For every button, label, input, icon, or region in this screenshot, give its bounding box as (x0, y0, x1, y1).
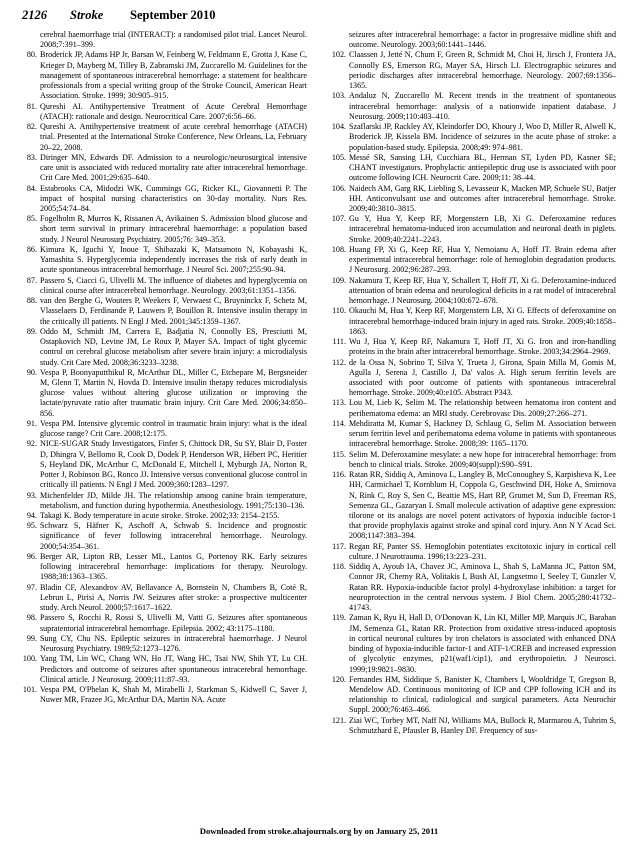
reference-number: 93. (26, 490, 37, 500)
reference-text: Passero S, Rocchi R, Rossi S, Ulivelli M, Vatti G. Seizures after spontaneous supratentorial intracerebral hemorrhage. Epilepsia. 2002; 43:1175–1180. (40, 613, 307, 633)
reference-text: Fogelholm R, Murros K, Rissanen A, Avikainen S. Admission blood glucose and short term survival in primary intracerebral haemorrhage: a population based study. J Neurol Neurosurg Psychiatry. 2005;76: 349–353. (40, 214, 307, 244)
reference-entry (331, 50, 616, 91)
reference-text: Szaflarski JP, Rackley AY, Kleindorfer DO, Khoury J, Woo D, Miller R, Alwell K, Broderick JP, Kissela BM. Incidence of seizures in the acute phase of stroke: a population-based study. Epilepsia. 2008;49: 974–981. (349, 122, 616, 152)
reference-text: Vespa PM. Intensive glycemic control in traumatic brain injury: what is the ideal glucose range? Crit Care. 2008;12:175. (40, 418, 307, 439)
reference-text: Ziai WC, Torbey MT, Naff NJ, Williams MA, Bullock R, Marmarou A, Tuhrim S, Schmutzhard E, Pfausler B, Hanley DF. Frequency of sus- (349, 715, 616, 735)
reference-text: Yang TM, Lin WC, Chang WN, Ho JT, Wang HC, Tsai NW, Shih YT, Lu CH. Predictors and outcome of seizures after spontaneous intracerebral hemorrhage. Clinical article. J Neurosurg. 2009;111:87–93. (40, 654, 307, 684)
reference-text: Regan RF, Panter SS. Hemoglobin potentiates excitotoxic injury in cortical cell culture. J Neurotrauma. 1996;13:223–231. (349, 541, 616, 561)
reference-entry (331, 184, 616, 215)
reference-number: 110. (332, 306, 346, 316)
reference-text: Qureshi AI. Antihypertensive Treatment of Acute Cerebral Hemorrhage (ATACH): rationale and design. Neurocritical Care. 2007;6:56–66. (40, 101, 307, 121)
reference-number: 97. (26, 582, 37, 592)
reference-number: 105. (331, 152, 346, 162)
reference-number: 90. (26, 367, 37, 377)
reference-number: 107. (331, 214, 346, 224)
reference-number: 86. (26, 244, 37, 254)
reference-entry (22, 184, 307, 215)
reference-entry (22, 245, 307, 276)
reference-number: 119. (332, 613, 346, 623)
issue-date: September 2010 (130, 8, 216, 22)
reference-entry (331, 716, 616, 736)
reference-number: 109. (331, 275, 346, 285)
reference-text: Bladin CF, Alexandrov AV, Bellavance A, Bornstein N, Chambers B, Coté R, Lebrun L, Pirisi A, Norris JW. Seizures after stroke: a prospective multicenter study. Arch Neurol. 2000;57:1617–1622. (40, 582, 307, 613)
reference-text: Zaman K, Ryu H, Hall D, O'Donovan K, Lin KI, Miller MP, Marquis JC, Baraban JM, Semenza GL, Ratan RR. Protection from oxidative stress-induced apoptosis in cortical neuronal cultures by iron chelators is associated with enhanced DNA binding of hypoxia-inducible factor-1 and ATF-1/CREB and increased expression of glycolytic enzymes, p21(waf1/cip1), and erythropoietin. J Neurosci. 1999;19:9821–9830. (349, 613, 616, 674)
reference-number: 115. (332, 449, 346, 459)
reference-entry (22, 30, 307, 50)
reference-number: 101. (22, 685, 37, 694)
reference-entry (22, 102, 307, 122)
reference-text: Okauchi M, Hua Y, Keep RF, Morgenstern LB, Xi G. Effects of deferoxamine on intracerebral hemorrhage-induced brain injury in aged rats. Stroke. 2009;40:1858–1863. (349, 306, 616, 336)
reference-text: Ratan RR, Siddiq A, Aminova L, Langley B, McConoughey S, Karpisheva K, Lee HH, Carmichael T, Kornblum H, Coppola G, Geschwind DH, Hoke A, Smirnova N, Rink C, Roy S, Sen C, Beattie MS, Hart RP, Grumet M, Sun D, Freeman RS, Semenza GL, Gazaryan I. Small molecule activation of adaptive gene expression: tilorone or its analogs are novel potent activators of hypoxia inducible factor-1 that provide prophylaxis against stroke and spinal cord injury. Ann N Y Acad Sci. 2008;1147:383–394. (349, 470, 616, 541)
reference-entry (331, 214, 616, 245)
reference-number: 84. (26, 183, 37, 193)
reference-number: 100. (22, 654, 37, 664)
reference-text: Gu Y, Hua Y, Keep RF, Morgenstern LB, Xi G. Deferoxamine reduces intracerebral hematoma-induced iron accumulation and neuronal death in piglets. Stroke. 2009;40:2241–2243. (349, 214, 616, 244)
reference-entry (22, 634, 307, 654)
reference-number: 114. (332, 418, 346, 428)
reference-text: seizures after intracerebral hemorrhage: a factor in progressive midline shift and outcome. Neurology. 2003;60:1441–1446. (349, 30, 616, 50)
reference-entry (22, 419, 307, 439)
reference-text: Vespa P, Boonyaputthikul R, McArthur DL, Miller C, Etchepare M, Bergsneider M, Glenn T, Martin N, Hovda D. Intensive insulin therapy reduces microdialysis glucose values without altering glucose utilization or improving the lactate/pyruvate ratio after traumatic brain injury. Crit Care Med. 2006;34:850–856. (40, 367, 307, 418)
reference-entry (331, 122, 616, 153)
reference-entry (331, 562, 616, 613)
reference-number: 120. (331, 674, 346, 684)
reference-number: 106. (331, 183, 346, 193)
reference-entry (331, 613, 616, 674)
reference-text: Oddo M, Schmidt JM, Carrera E, Badjatia N, Connolly ES, Presciutti M, Ostapkovich ND, Levine JM, Le Roux P, Mayer SA. Impact of tight glycemic control on cerebral glucose metabolism after severe brain injury: a microdialysis study. Crit Care Med. 2008;36:3233–3238. (40, 326, 307, 367)
reference-entry (22, 521, 307, 552)
reference-entry (331, 91, 616, 122)
reference-entry (331, 542, 616, 562)
reference-number: 87. (26, 275, 37, 285)
reference-text: Kimura K, Iguchi Y, Inoue T, Shibazaki K, Matsumoto N, Kobayashi K, Yamashita S. Hyperglycemia independently increases the risk of early death in acute spontaneous intracerebral hemorrhage. J Neurol Sci. 2007;255:90–94. (40, 244, 307, 275)
reference-entry (22, 50, 307, 101)
reference-number: 82. (26, 122, 37, 132)
reference-number: 118. (332, 562, 346, 572)
download-footer: Downloaded from stroke.ahajournals.org by on January 25, 2011 (199, 826, 439, 836)
reference-text: NICE-SUGAR Study Investigators, Finfer S, Chittock DR, Su SY, Blair D, Foster D, Dhingra V, Bellomo R, Cook D, Dodek P, Henderson WR, Hébert PC, Heritier S, Heyland DK, McArthur C, McDonald E, Mitchell I, Myburgh JA, Norton R, Potter J, Robinson BG, Ronco JJ. Intensive versus conventional glucose control in critically ill patients. N Engl J Med. 2009;360:1283–1297. (40, 439, 307, 490)
reference-text: Messé SR, Sansing LH, Cucchiara BL, Herman ST, Lyden PD, Kasner SE; CHANT investigators. Prophylactic antiepileptic drug use is associated with poor outcome following ICH. Neurocrit Care. 2009;11: 38–44. (349, 152, 616, 183)
reference-number: 116. (332, 470, 346, 480)
reference-entry (22, 327, 307, 368)
reference-entry (22, 296, 307, 327)
reference-number: 80. (26, 50, 37, 60)
references-column-left (22, 30, 307, 705)
reference-text: Selim M. Deferoxamine mesylate: a new hope for intracerebral hemorrhage: from bench to clinical trials. Stroke. 2009;40(suppl):S90–S91. (349, 449, 616, 469)
reference-entry (22, 613, 307, 633)
reference-entry (22, 439, 307, 490)
reference-entry (22, 368, 307, 419)
reference-number: 111. (332, 337, 346, 347)
reference-number: 85. (26, 214, 37, 224)
reference-number: 89. (26, 326, 37, 336)
reference-number: 103. (331, 91, 346, 101)
reference-entry (22, 214, 307, 245)
reference-entry (331, 470, 616, 542)
journal-name: Stroke (70, 8, 104, 22)
reference-entry (22, 122, 307, 153)
reference-text: Schwarz S, Häfner K, Aschoff A, Schwab S. Incidence and prognostic significance of fever following intracerebral hemorrhage. Neurology. 2000;54:354–361. (40, 521, 307, 551)
reference-text: Sung CY, Chu NS. Epileptic seizures in intracerebral haemorrhage. J Neurol Neurosurg Psychiatry. 1989;52:1273–1276. (40, 633, 307, 654)
reference-text: Diringer MN, Edwards DF. Admission to a neurologic/neurosurgical intensive care unit is associated with reduced mortality rate after intracerebral hemorrhage. Crit Care Med. 2001;29:635–640. (40, 152, 307, 183)
reference-entry (22, 511, 307, 521)
reference-entry (22, 552, 307, 583)
reference-text: Andaluz N, Zuccarello M. Recent trends in the treatment of spontaneous intracerebral hemorrhage: analysis of a nationwide inpatient database. J Neurosurg. 2009;110:403–410. (349, 91, 616, 121)
page-number: 2126 (22, 8, 47, 22)
reference-text: cerebral haemorrhage trial (INTERACT): a randomised pilot trial. Lancet Neurol. 2008;7:391–399. (40, 30, 307, 50)
reference-text: Michenfelder JD, Milde JH. The relationship among canine brain temperature, metabolism, and function during hypothermia. Anesthesiology. 1991;75:130–136. (40, 490, 307, 510)
reference-entry (22, 276, 307, 296)
reference-text: Passero S, Ciacci G, Ulivelli M. The influence of diabetes and hyperglycemia on clinical course after intracerebral hemorrhage. Neurology. 2003;61:1351–1356. (40, 275, 307, 295)
reference-number: 112. (332, 357, 346, 367)
reference-entry (331, 276, 616, 307)
reference-entry (22, 491, 307, 511)
reference-entry (331, 398, 616, 418)
reference-number: 98. (26, 613, 37, 623)
reference-text: Naidech AM, Garg RK, Liebling S, Levasseur K, Macken MP, Schuele SU, Batjer HH. Anticonvulsant use and outcomes after intracerebral hemorrhage. Stroke. 2009;40:3810–3815. (349, 183, 616, 213)
page-header (22, 8, 616, 24)
reference-entry (22, 685, 307, 705)
reference-entry (331, 358, 616, 399)
reference-text: Claassen J, Jetté N, Chum F, Green R, Schmidt M, Choi H, Jirsch J, Frontera JA, Connolly ES, Emerson RG, Mayer SA, Hirsch LJ. Electrographic seizures and periodic discharges after intracerebral hemorrhage. Neurology. 2007;69:1356–1365. (349, 50, 616, 91)
reference-number: 91. (26, 418, 37, 428)
reference-entry (331, 675, 616, 716)
reference-text: Lou M, Lieb K, Selim M. The relationship between hematoma iron content and perihematoma edema: an MRI study. Cerebrovasc Dis. 2009;27:266–271. (349, 398, 616, 418)
reference-number: 95. (26, 521, 37, 531)
references-column-right (331, 30, 616, 736)
reference-entry (22, 583, 307, 614)
reference-text: Qureshi A. Antihypertensive treatment of acute cerebral hemorrhage (ATACH) trial. Presented at the International Stroke Conference, New Orleans, La, February 20–22, 2008. (40, 122, 307, 152)
reference-text: Berger AR, Lipton RB, Lesser ML, Lantos G, Portenoy RK. Early seizures following intracerebral hemorrhage: implications for therapy. Neurology. 1988;38:1363–1365. (40, 551, 307, 582)
reference-number: 113. (332, 398, 346, 408)
reference-entry (331, 337, 616, 357)
reference-entry (331, 419, 616, 450)
reference-number: 99. (26, 633, 37, 643)
reference-entry (22, 153, 307, 184)
reference-number: 92. (26, 439, 37, 449)
reference-number: 83. (26, 152, 37, 162)
reference-text: Fernandes HM, Siddique S, Banister K, Chambers I, Wooldridge T, Gregson B, Mendelow AD. Continuous monitoring of ICP and CPP following ICH and its relationship to clinical, radiological and surgical parameters. Acta Neurochir Suppl. 2000;76:463–466. (349, 674, 616, 715)
reference-entry (331, 30, 616, 50)
reference-number: 88. (26, 296, 37, 306)
reference-number: 108. (331, 244, 346, 254)
reference-number: 117. (332, 541, 346, 551)
reference-number: 104. (331, 122, 346, 132)
reference-text: Siddiq A, Ayoub IA, Chavez JC, Aminova L, Shah S, LaManna JC, Patton SM, Connor JR, Cherny RA, Volitakis I, Bush AI, Langsetmo I, Seeley T, Gunzler V, Ratan RR. Hypoxia-inducible factor prolyl 4-hydroxylase inhibition: a target for neuroprotection in the central nervous system. J Biol Chem. 2005;280:41732–41743. (349, 562, 616, 613)
reference-text: Mehdiratta M, Kumar S, Hackney D, Schlaug G, Selim M. Association between serum ferritin level and perihematoma edema volume in patients with spontaneous intracerebral hemorrhage. Stroke. 2008;39: 1165–1170. (349, 418, 616, 449)
reference-text: Nakamura T, Keep RF, Hua Y, Schallert T, Hoff JT, Xi G. Deferoxamine-induced attenuation of brain edema and neurological deficits in a rat model of intracerebral hemorrhage. J Neurosurg. 2004;100:672–678. (349, 275, 616, 306)
reference-number: 96. (26, 551, 37, 561)
reference-entry (331, 450, 616, 470)
reference-number: 102. (331, 50, 346, 60)
reference-text: Broderick JP, Adams HP Jr, Barsan W, Feinberg W, Feldmann E, Grotta J, Kase C, Krieger D, Mayberg M, Tilley B, Zabramski JM, Zuccarello M. Guidelines for the management of spontaneous intracerebral hemorrhage: a statement for healthcare professionals from a special writing group of the Stroke Council, American Heart Association. Stroke. 1999; 30:905–915. (40, 50, 307, 101)
reference-text: Takagi K. Body temperature in acute stroke. Stroke. 2002;33: 2154–2155. (40, 511, 280, 521)
reference-text: Estabrooks CA, Midodzi WK, Cummings GG, Ricker KL, Giovannetti P. The impact of hospital nursing characteristics on 30-day mortality. Nurs Res. 2005;54:74–84. (40, 183, 307, 213)
reference-entry (331, 153, 616, 184)
reference-entry (331, 306, 616, 337)
reference-text: van den Berghe G, Wouters P, Weekers F, Verwaest C, Bruyninckx F, Schetz M, Vlasselaers D, Ferdinande P, Lauwers P, Bouillon R. Intensive insulin therapy in the critically ill patients. N Engl J Med. 2001;345:1359–1367. (40, 296, 307, 326)
reference-text: Wu J, Hua Y, Keep RF, Nakamura T, Hoff JT, Xi G. Iron and iron-handling proteins in the brain after intracerebral hemorrhage. Stroke. 2003;34:2964–2969. (349, 337, 616, 357)
reference-entry (331, 245, 616, 276)
reference-text: Huang FP, Xi G, Keep RF, Hua Y, Nemoianu A, Hoff JT. Brain edema after experimental intracerebral hemorrhage: role of hemoglobin degradation products. J Neurosurg. 2002;96:287–293. (349, 244, 616, 275)
reference-text: Vespa PM, O'Phelan K, Shah M, Mirabelli J, Starkman S, Kidwell C, Saver J, Nuwer MR, Frazee JG, McArthur DA, Martin NA. Acute (40, 685, 307, 705)
reference-entry (22, 654, 307, 685)
reference-text: de la Ossa N, Sobrino T, Silva Y, Truetа J, Girona, Spain Milla M, Gomis M, Agulla J, Serena J, Castillo J, Da' valos A. High serum ferritin levels are associated with poor outcome of patients with spontaneous intracerebral hemorrhage. Stroke. 2009;40:e105. Abstract P343. (349, 357, 616, 398)
reference-number: 94. (26, 511, 37, 521)
reference-number: 81. (26, 101, 37, 111)
reference-number: 121. (331, 715, 346, 725)
